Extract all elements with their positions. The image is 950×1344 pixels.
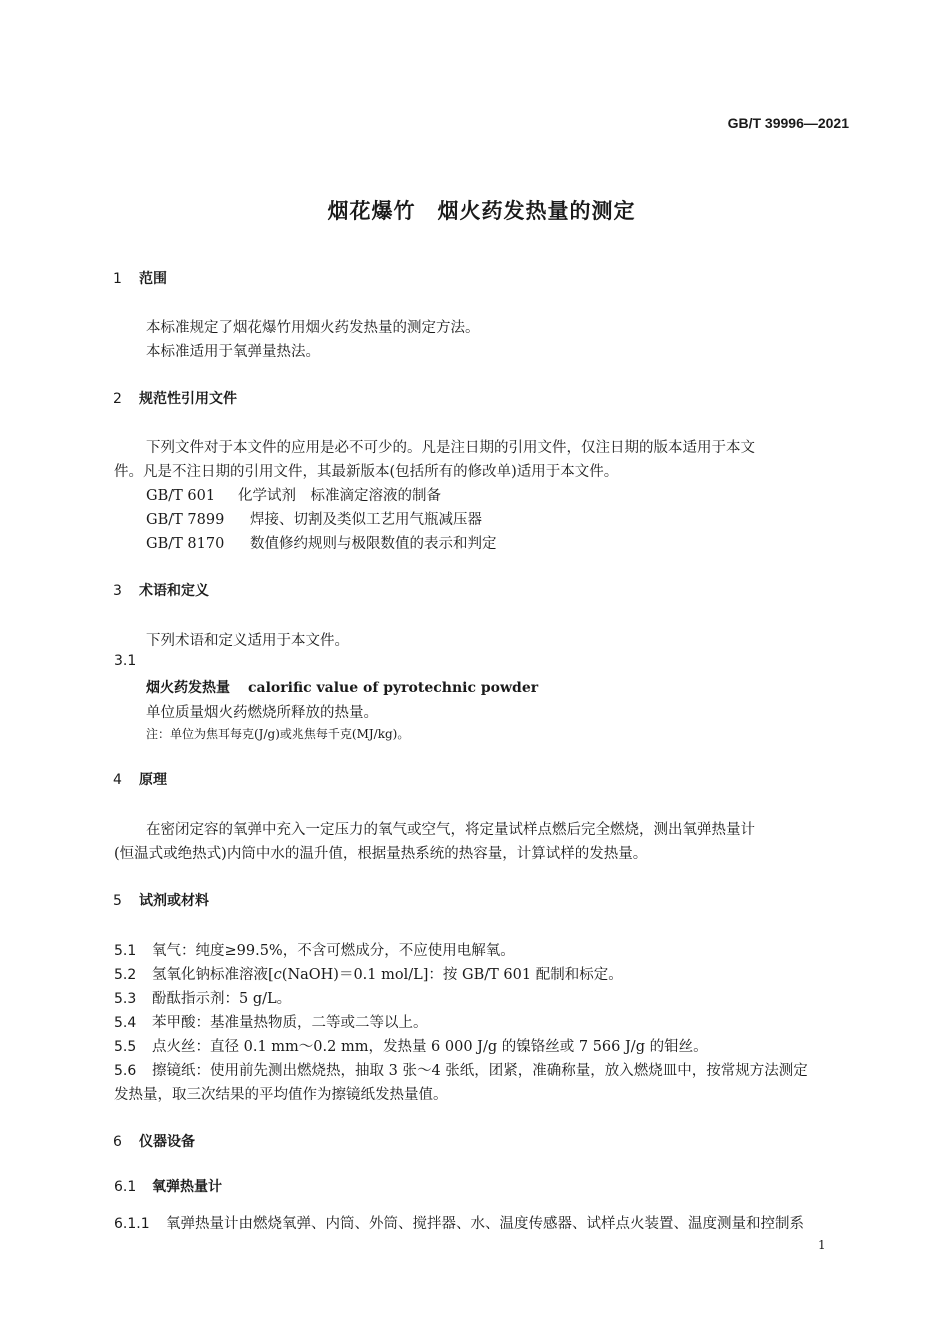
section-number: 2 [113, 391, 122, 407]
item-text-variable: c [273, 967, 282, 983]
item-text: 氧气：纯度≥99.5%，不含可燃成分，不应使用电解氧。 [152, 943, 515, 959]
list-item-continuation: 发热量，取三次结果的平均值作为擦镜纸发热量值。 [114, 1087, 448, 1103]
section-5-heading [113, 890, 209, 910]
subsection-6-1-heading [114, 1176, 222, 1196]
reference-name: 化学试剂 标准滴定溶液的制备 [238, 488, 441, 504]
list-item [114, 1059, 808, 1080]
item-text: 擦镜纸：使用前先测出燃烧热，抽取 3 张～4 张纸，团紧，准确称量，放入燃烧皿中，按常规方法测定 [152, 1063, 808, 1079]
section-2-paragraph-line-2: 件。凡是不注日期的引用文件，其最新版本(包括所有的修改单)适用于本文件。 [114, 464, 619, 480]
item-number: 5.2 [114, 967, 137, 983]
reference-code: GB/T 8170 [146, 536, 225, 552]
list-item [114, 1011, 428, 1032]
reference-item [146, 508, 482, 529]
item-text: 点火丝：直径 0.1 mm～0.2 mm，发热量 6 000 J/g 的镍铬丝或 7 566 J/g 的钼丝。 [152, 1039, 708, 1055]
subsection-title: 氧弹热量计 [152, 1179, 222, 1195]
section-number: 5 [113, 893, 122, 909]
section-title: 规范性引用文件 [139, 391, 237, 407]
section-2-heading [113, 388, 237, 408]
section-4-heading [113, 769, 167, 789]
section-1-heading [113, 268, 167, 288]
section-4-paragraph-line-1: 在密闭定容的氧弹中充入一定压力的氧气或空气，将定量试样点燃后完全燃烧，测出氧弹热量计 [146, 822, 755, 838]
item-number: 5.4 [114, 1015, 137, 1031]
term-definition: 单位质量烟火药燃烧所释放的热量。 [146, 705, 378, 721]
section-2-paragraph-line-1: 下列文件对于本文件的应用是必不可少的。凡是注日期的引用文件，仅注日期的版本适用于本文 [146, 440, 755, 456]
term-english: calorific value of pyrotechnic powder [248, 680, 539, 696]
reference-name: 数值修约规则与极限数值的表示和判定 [250, 536, 497, 552]
subsection-number: 6.1 [114, 1179, 137, 1195]
section-title: 术语和定义 [139, 583, 209, 599]
section-number: 1 [113, 271, 122, 287]
item-number: 5.6 [114, 1063, 137, 1079]
section-4-paragraph-line-2: (恒温式或绝热式)内筒中水的温升值，根据量热系统的热容量，计算试样的发热量。 [114, 846, 648, 862]
standard-code: GB/T 39996—2021 [727, 115, 849, 131]
section-1-paragraph-2: 本标准适用于氧弹量热法。 [146, 344, 320, 360]
reference-item [146, 484, 441, 505]
reference-code: GB/T 7899 [146, 512, 225, 528]
item-number: 5.3 [114, 991, 137, 1007]
section-title: 试剂或材料 [139, 893, 209, 909]
item-text: 氢氧化钠标准溶液[ [152, 967, 274, 983]
section-number: 6 [113, 1134, 122, 1150]
item-number: 5.1 [114, 943, 137, 959]
section-1-paragraph-1: 本标准规定了烟花爆竹用烟火药发热量的测定方法。 [146, 320, 480, 336]
reference-name: 焊接、切割及类似工艺用气瓶减压器 [250, 512, 482, 528]
section-title: 范围 [139, 271, 167, 287]
term-note: 注：单位为焦耳每克(J/g)或兆焦每千克(MJ/kg)。 [146, 727, 410, 741]
reference-item [146, 532, 497, 553]
term-heading [146, 677, 538, 697]
item-text: (NaOH)＝0.1 mol/L]：按 GB/T 601 配制和标定。 [281, 967, 623, 983]
item-text: 苯甲酸：基准量热物质，二等或二等以上。 [152, 1015, 428, 1031]
section-6-heading [113, 1131, 195, 1151]
term-number: 3.1 [114, 653, 137, 669]
subsection-6-1-1 [114, 1212, 804, 1233]
item-number: 5.5 [114, 1039, 137, 1055]
page-number: 1 [818, 1238, 826, 1252]
reference-code: GB/T 601 [146, 488, 216, 504]
section-number: 3 [113, 583, 122, 599]
section-3-heading [113, 580, 209, 600]
section-title: 仪器设备 [139, 1134, 195, 1150]
section-title: 原理 [139, 772, 167, 788]
item-text: 酚酞指示剂：5 g/L。 [152, 991, 292, 1007]
page-title: 烟花爆竹 烟火药发热量的测定 [327, 199, 636, 223]
subsection-text: 氧弹热量计由燃烧氧弹、内筒、外筒、搅拌器、水、温度传感器、试样点火装置、温度测量和控制系 [166, 1216, 804, 1232]
list-item [114, 939, 515, 960]
section-3-paragraph: 下列术语和定义适用于本文件。 [146, 633, 349, 649]
list-item [114, 1035, 708, 1056]
section-number: 4 [113, 772, 122, 788]
list-item [114, 963, 623, 984]
subsection-number: 6.1.1 [114, 1216, 150, 1232]
list-item [114, 987, 291, 1008]
term-chinese: 烟火药发热量 [146, 680, 230, 696]
